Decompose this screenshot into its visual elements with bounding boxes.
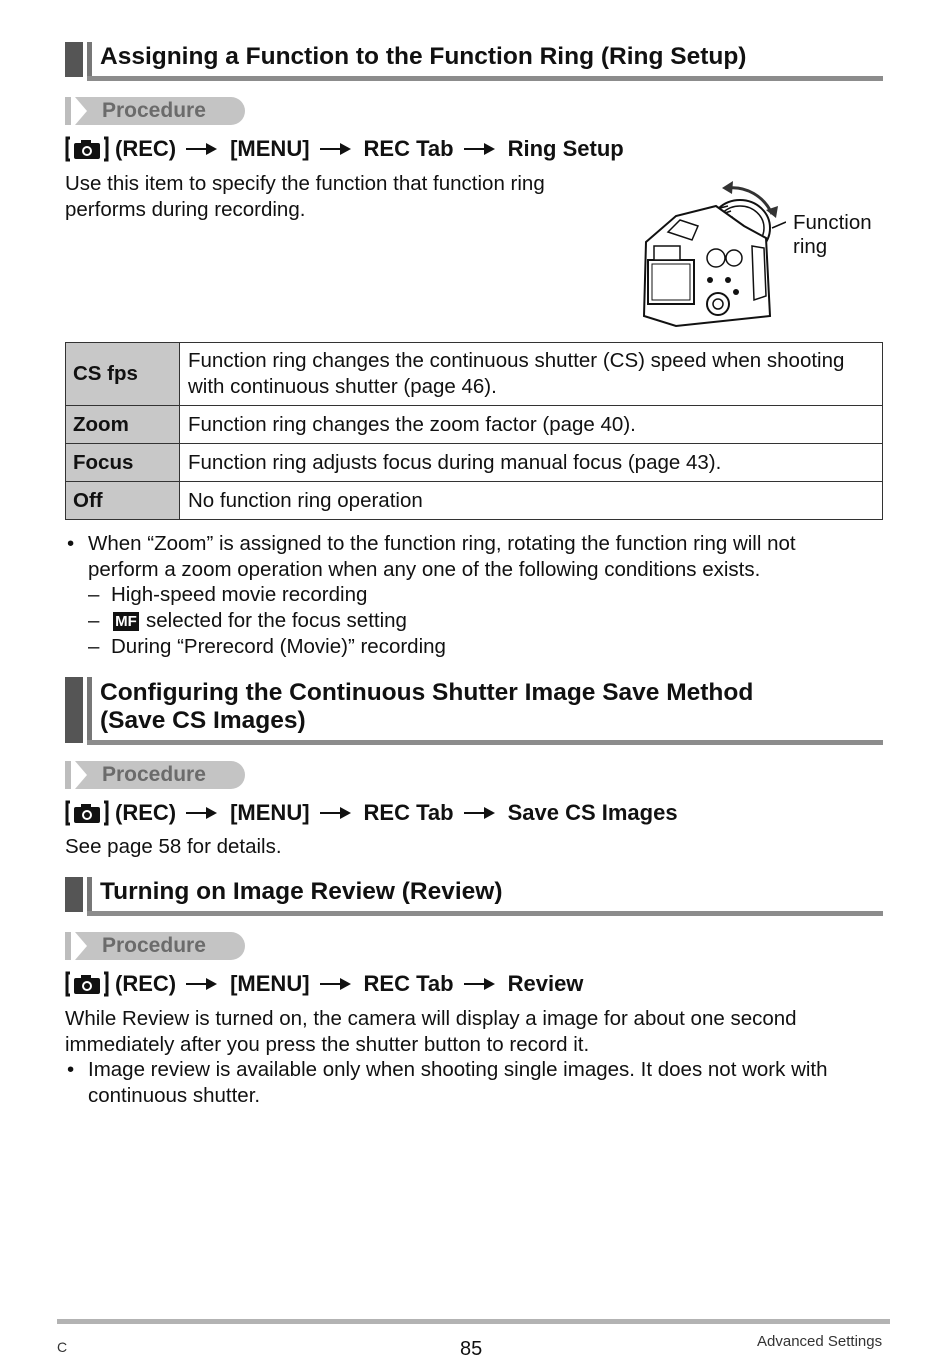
table-key: CS fps: [66, 343, 180, 406]
note-bullet: •: [67, 532, 75, 555]
body-text-line1: While Review is turned on, the camera will display a image for about one second: [65, 1007, 797, 1030]
menu-path-ring-setup: (REC) [MENU] REC Tab Ring Setup: [65, 135, 624, 163]
intro-text: Use this item to specify the function that function ring performs during recording.: [65, 172, 545, 221]
arrow-right-icon: [186, 970, 218, 998]
table-value: No function ring operation: [180, 482, 883, 520]
arrow-right-icon: [464, 799, 496, 827]
arrow-right-icon: [320, 135, 352, 163]
table-key: Off: [66, 482, 180, 520]
arrow-right-icon: [186, 799, 218, 827]
body-text-line2: immediately after you press the shutter button to record it.: [65, 1033, 590, 1056]
procedure-label-1: Procedure: [65, 97, 245, 125]
arrow-right-icon: [464, 135, 496, 163]
table-value: Function ring adjusts focus during manual focus (page 43).: [180, 444, 883, 482]
arrow-right-icon: [320, 799, 352, 827]
manual-focus-icon: MF: [113, 612, 139, 631]
section-title: Assigning a Function to the Function Ring (Ring Setup): [100, 43, 747, 70]
section-header-review: [65, 877, 883, 917]
nav-target: Ring Setup: [507, 136, 624, 161]
procedure-label-2: Procedure: [65, 761, 245, 789]
footer-divider: [57, 1319, 890, 1324]
menu-path-save-cs-images: (REC) [MENU] REC Tab Save CS Images: [65, 799, 678, 827]
note-text-line2: perform a zoom operation when any one of the following conditions exists.: [88, 558, 761, 581]
footer-left-mark: C: [57, 1339, 68, 1355]
ring-setup-table: [65, 342, 883, 520]
arrow-right-icon: [464, 970, 496, 998]
menu-path-review: (REC) [MENU] REC Tab Review: [65, 970, 583, 998]
nav-target: Save CS Images: [507, 800, 678, 825]
camera-rec-icon: [65, 136, 109, 162]
section-header-save-cs-images: [65, 677, 883, 747]
section-title-line2: (Save CS Images): [100, 707, 306, 734]
table-row: [66, 444, 883, 482]
function-ring-label: Function ring: [793, 211, 872, 258]
body-text: See page 58 for details.: [65, 835, 282, 858]
table-key: Zoom: [66, 406, 180, 444]
camera-rec-icon: [65, 800, 109, 826]
arrow-right-icon: [320, 970, 352, 998]
note-text-line2: continuous shutter.: [88, 1084, 261, 1107]
section-title-line1: Configuring the Continuous Shutter Image Save Method: [100, 679, 754, 706]
arrow-right-icon: [186, 135, 218, 163]
procedure-label-3: Procedure: [65, 932, 245, 960]
page-number: 85: [460, 1338, 483, 1360]
table-value: Function ring changes the continuous shutter (CS) speed when shooting with continuous shutter (page 46).: [180, 343, 883, 406]
section-title: Turning on Image Review (Review): [100, 878, 503, 905]
camera-rec-icon: [65, 971, 109, 997]
section-header-ring-setup: [65, 42, 883, 82]
footer-section-name: Advanced Settings: [757, 1333, 883, 1350]
dash: –: [88, 583, 100, 606]
condition-item: selected for the focus setting: [146, 609, 407, 632]
camera-illustration: [636, 176, 786, 336]
dash: –: [88, 635, 100, 658]
table-value: Function ring changes the zoom factor (page 40).: [180, 406, 883, 444]
note-text-line1: When “Zoom” is assigned to the function ring, rotating the function ring will not: [88, 532, 796, 555]
condition-item: During “Prerecord (Movie)” recording: [111, 635, 446, 658]
dash: –: [88, 609, 100, 632]
note-bullet: •: [67, 1058, 75, 1081]
table-row: [66, 406, 883, 444]
table-row: [66, 482, 883, 520]
note-text-line1: Image review is available only when shooting single images. It does not work with: [88, 1058, 828, 1081]
condition-item: High-speed movie recording: [111, 583, 368, 606]
nav-target: Review: [507, 971, 584, 996]
table-row: [66, 343, 883, 406]
table-key: Focus: [66, 444, 180, 482]
